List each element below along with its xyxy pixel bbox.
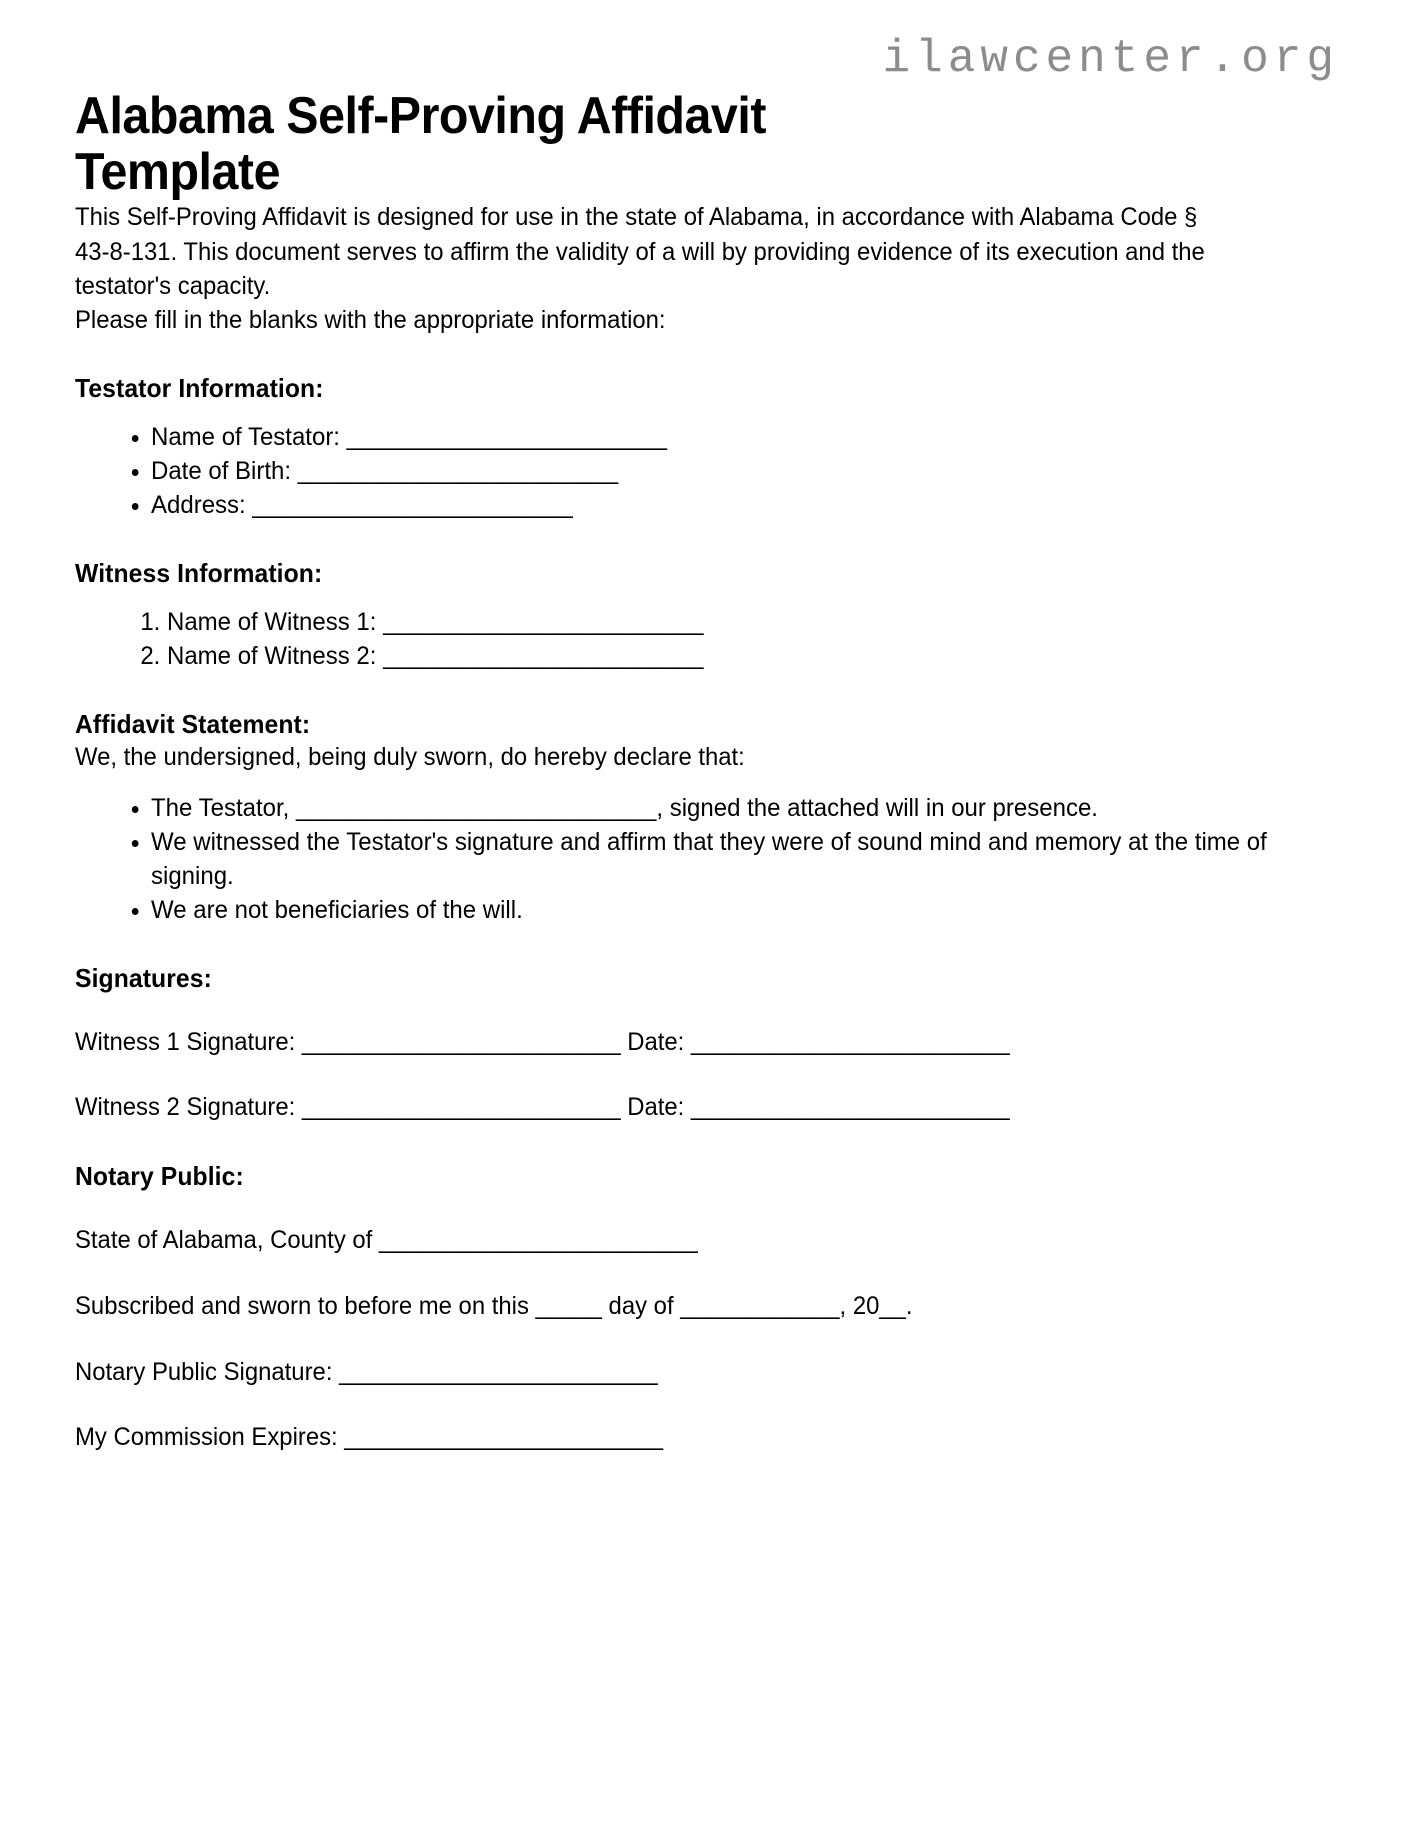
list-item: • The Testator, ___________________________, signed the attached will in our presence. <box>151 791 1289 825</box>
section-heading-testator: Testator Information: <box>75 373 324 404</box>
affidavit-statement-list <box>75 791 1336 927</box>
fill-instruction: Please fill in the blanks with the appropriate information: <box>75 306 666 335</box>
list-item: • We witnessed the Testator's signature and affirm that they were of sound mind and memory at the time of signing. <box>151 825 1289 893</box>
notary-county-line: State of Alabama, County of ________________________ <box>75 1226 698 1255</box>
section-heading-signatures: Signatures: <box>75 962 212 993</box>
testator-info-list <box>75 420 1336 522</box>
list-item: • Name of Testator: ________________________ <box>151 420 1289 454</box>
witness-1-signature-line: Witness 1 Signature: ________________________ Date: ________________________ <box>75 1027 1010 1056</box>
page-title: Alabama Self-Proving Affidavit Template <box>75 87 766 202</box>
affidavit-lead-in: We, the undersigned, being duly sworn, do hereby declare that: <box>75 743 745 772</box>
list-item: • Date of Birth: ________________________ <box>151 454 1289 488</box>
list-item: 2. Name of Witness 2: ________________________ <box>167 639 1289 673</box>
list-item: • Address: ________________________ <box>151 488 1289 522</box>
site-watermark: ilawcenter.org <box>882 33 1339 85</box>
list-item: • We are not beneficiaries of the will. <box>151 893 1289 927</box>
section-heading-notary: Notary Public: <box>75 1161 244 1192</box>
witness-info-list <box>75 605 1336 673</box>
witness-2-signature-line: Witness 2 Signature: ________________________ Date: ________________________ <box>75 1093 1010 1122</box>
notary-signature-line: Notary Public Signature: ________________________ <box>75 1357 658 1386</box>
notary-sworn-line: Subscribed and sworn to before me on this _____ day of ____________, 20__. <box>75 1291 913 1320</box>
notary-commission-line: My Commission Expires: ________________________ <box>75 1423 663 1452</box>
list-item: 1. Name of Witness 1: ________________________ <box>167 605 1289 639</box>
section-heading-affidavit: Affidavit Statement: <box>75 709 311 740</box>
section-heading-witness: Witness Information: <box>75 558 323 589</box>
intro-paragraph: This Self-Proving Affidavit is designed for use in the state of Alabama, in accordance with Alabama Code § 43-8-131. This document serves to affirm the validity of a will by providing evidence of its execution and the testator's capacity. <box>75 203 1205 300</box>
